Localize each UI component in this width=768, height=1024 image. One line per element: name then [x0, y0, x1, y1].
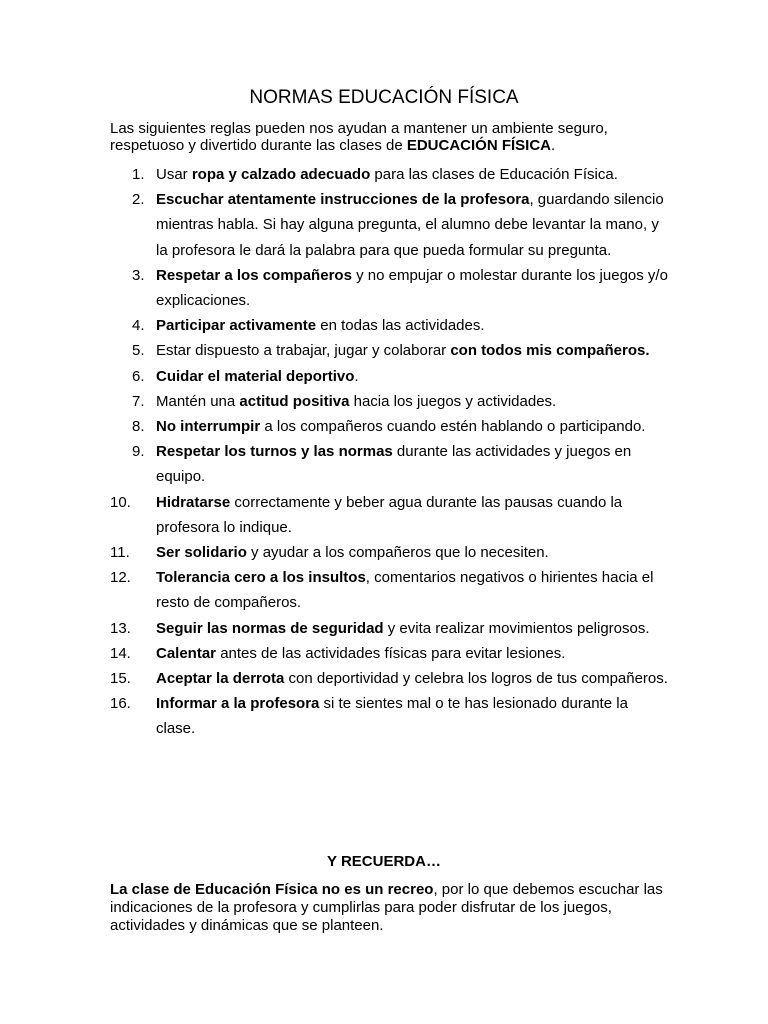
intro-paragraph: [110, 120, 670, 154]
rule-text-post: correctamente y beber agua durante las pausas cuando la profesora lo indique.: [156, 493, 623, 536]
rule-text-bold: Calentar: [156, 644, 217, 662]
rule-number: 4.: [132, 317, 145, 335]
rule-text-pre: Mantén una: [156, 392, 240, 410]
rule-number: 15.: [110, 670, 131, 688]
page-title: NORMAS EDUCACIÓN FÍSICA: [249, 87, 519, 108]
reminder-heading: Y RECUERDA…: [327, 853, 441, 870]
rule-text-bold: con todos mis compañeros.: [450, 342, 650, 360]
rule-number: 8.: [132, 418, 145, 436]
closing-paragraph: [110, 881, 670, 935]
rule-number: 7.: [132, 392, 145, 410]
rule-text-bold: Aceptar la derrota: [156, 670, 285, 688]
rule-item: [110, 263, 670, 313]
rule-text-post: y evita realizar movimientos peligrosos.: [383, 619, 650, 637]
rule-item: [110, 616, 670, 641]
rule-number: 11.: [110, 544, 130, 562]
rule-number: 16.: [110, 695, 131, 713]
rule-text-post: si te sientes mal o te has lesionado durante la clase.: [156, 695, 628, 738]
rule-number: 2.: [132, 191, 145, 209]
rule-item: [110, 313, 670, 338]
rule-text-post: para las clases de Educación Física.: [370, 166, 618, 183]
rule-number: 1.: [132, 166, 145, 183]
rule-item: [110, 490, 670, 540]
rule-number: 3.: [132, 266, 145, 284]
rule-text-post: durante las actividades y juegos en equipo.: [156, 443, 632, 486]
rule-text-bold: Hidratarse: [156, 493, 231, 511]
rule-number: 10.: [110, 493, 131, 511]
rule-text-bold: Participar activamente: [156, 317, 317, 335]
rule-number: 6.: [132, 367, 145, 385]
rule-text-post: , comentarios negativos o hirientes hacia el resto de compañeros.: [156, 569, 654, 612]
rule-item: [110, 389, 670, 414]
rules-list: [110, 162, 670, 742]
rule-number: 13.: [110, 619, 131, 637]
rule-text-bold: ropa y calzado adecuado: [191, 166, 371, 183]
rule-text-post: antes de las actividades físicas para evitar lesiones.: [216, 644, 566, 662]
rule-text-post: con deportividad y celebra los logros de tus compañeros.: [284, 670, 668, 688]
closing-bold: La clase de Educación Física no es un recreo: [110, 881, 434, 898]
rule-text-post: y ayudar a los compañeros que lo necesiten.: [246, 544, 549, 562]
rule-text-post: .: [354, 367, 359, 385]
intro-text: Las siguientes reglas pueden nos ayudan a mantener un ambiente seguro, respetuoso y divertido durante las clases de: [110, 120, 608, 154]
rule-text-pre: Estar dispuesto a trabajar, jugar y colaborar: [156, 342, 451, 360]
rule-text-post: a los compañeros cuando estén hablando o participando.: [260, 418, 646, 436]
rule-text-bold: Respetar a los compañeros: [156, 266, 352, 284]
rule-item: [110, 364, 670, 389]
rule-text-post: hacia los juegos y actividades.: [349, 392, 557, 410]
rule-number: 9.: [132, 443, 145, 461]
rule-item: [110, 666, 670, 691]
rule-text-bold: Cuidar el material deportivo: [156, 367, 355, 385]
rule-item: [110, 540, 670, 565]
rule-text-bold: No interrumpir: [156, 418, 261, 436]
intro-bold: EDUCACIÓN FÍSICA: [406, 137, 552, 154]
rule-number: 12.: [110, 569, 131, 587]
rule-text-bold: Informar a la profesora: [156, 695, 320, 713]
rule-item: [110, 162, 670, 187]
intro-end: .: [551, 137, 556, 154]
rule-text-post: y no empujar o molestar durante los juegos y/o explicaciones.: [156, 266, 668, 310]
rule-item: [110, 565, 670, 615]
rule-text-bold: Respetar los turnos y las normas: [156, 443, 393, 461]
rule-text-post: en todas las actividades.: [316, 317, 485, 335]
rule-number: 5.: [132, 342, 145, 360]
closing-text: , por lo que debemos escuchar las indicaciones de la profesora y cumplirlas para poder disfrutar de los juegos, actividades y dinámicas que se planteen.: [110, 881, 663, 934]
rule-item: [110, 414, 670, 439]
rule-text-post: , guardando silencio mientras habla. Si hay alguna pregunta, el alumno debe levantar la mano, y la profesora le dará la palabra para que pueda formular su pregunta.: [156, 191, 664, 259]
rule-item: [110, 439, 670, 489]
rule-number: 14.: [110, 644, 131, 662]
rule-text-bold: Ser solidario: [156, 544, 247, 562]
rule-item: [110, 338, 670, 363]
rule-text-pre: Usar: [156, 166, 192, 183]
rule-text-bold: actitud positiva: [239, 392, 350, 410]
rule-item: [110, 691, 670, 741]
rule-text-bold: Tolerancia cero a los insultos: [156, 569, 366, 587]
rule-text-bold: Escuchar atentamente instrucciones de la profesora: [156, 191, 530, 209]
rule-item: [110, 187, 670, 263]
rule-text-bold: Seguir las normas de seguridad: [156, 619, 384, 637]
rule-item: [110, 641, 670, 666]
